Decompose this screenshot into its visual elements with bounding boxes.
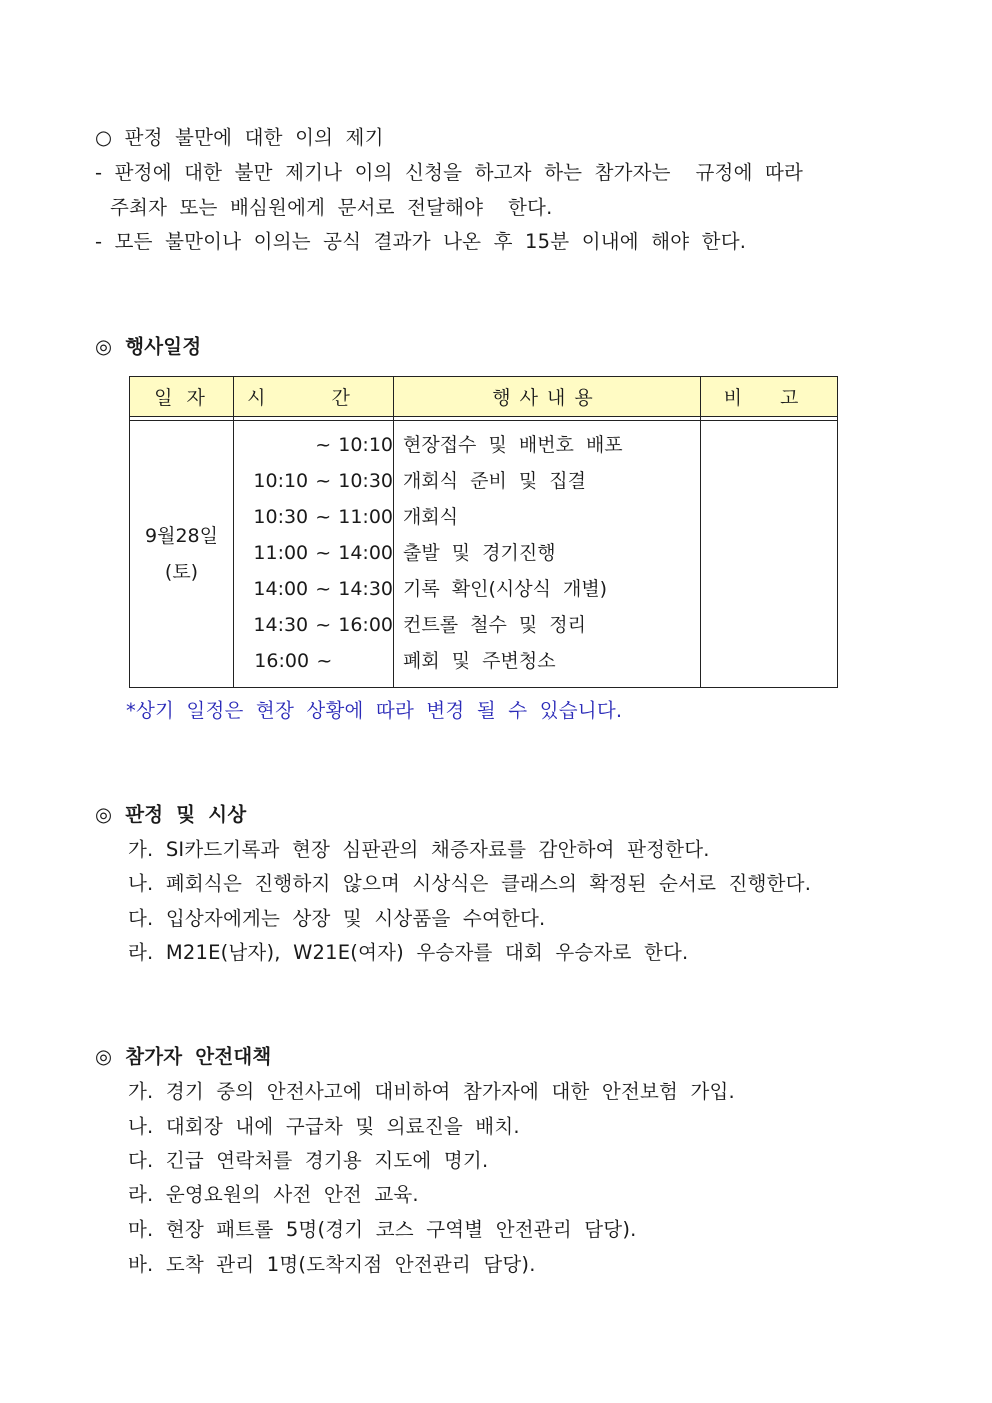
schedule-day: (토) bbox=[164, 561, 199, 583]
content-row: 개회식 bbox=[403, 506, 459, 528]
judging-heading: ◎ 판정 및 시상 bbox=[95, 803, 247, 826]
content-row: 출발 및 경기진행 bbox=[403, 542, 556, 564]
content-row: 폐회 및 주변청소 bbox=[403, 650, 556, 672]
judging-item: 다. 입상자에게는 상장 및 시상품을 수여한다. bbox=[128, 907, 546, 930]
safety-item: 마. 현장 패트롤 5명(경기 코스 구역별 안전관리 담당). bbox=[128, 1218, 637, 1241]
schedule-header-row bbox=[130, 377, 838, 417]
objection-line-3: - 모든 불만이나 이의는 공식 결과가 나온 후 15분 이내에 해야 한다. bbox=[95, 230, 747, 253]
header-content: 행사내용 bbox=[394, 377, 701, 417]
date-cell bbox=[130, 421, 234, 688]
content-row: 현장접수 및 배번호 배포 bbox=[403, 434, 623, 456]
schedule-date: 9월28일 bbox=[145, 525, 218, 547]
safety-item: 라. 운영요원의 사전 안전 교육. bbox=[128, 1183, 419, 1206]
judging-item: 라. M21E(남자), W21E(여자) 우승자를 대회 우승자로 한다. bbox=[128, 941, 689, 964]
content-row: 기록 확인(시상식 개별) bbox=[403, 578, 608, 600]
judging-item: 나. 폐회식은 진행하지 않으며 시상식은 클래스의 확정된 순서로 진행한다. bbox=[128, 872, 812, 895]
safety-item: 나. 대회장 내에 구급차 및 의료진을 배치. bbox=[128, 1115, 520, 1138]
safety-item: 가. 경기 중의 안전사고에 대비하여 참가자에 대한 안전보험 가입. bbox=[128, 1080, 735, 1103]
header-remarks: 비 고 bbox=[701, 377, 838, 417]
objection-line-2: 주최자 또는 배심원에게 문서로 전달해야 한다. bbox=[110, 196, 553, 219]
objection-line-1: - 판정에 대한 불만 제기나 이의 신청을 하고자 하는 참가자는 규정에 따라 bbox=[95, 161, 804, 184]
time-cell bbox=[234, 421, 394, 688]
objection-heading: ○ 판정 불만에 대한 이의 제기 bbox=[95, 126, 384, 149]
time-row: 14:00 ~ 14:30 bbox=[253, 578, 393, 600]
content-row: 컨트롤 철수 및 정리 bbox=[403, 614, 586, 636]
schedule-table bbox=[129, 376, 838, 688]
safety-item: 다. 긴급 연락처를 경기용 지도에 명기. bbox=[128, 1149, 489, 1172]
time-row: 11:00 ~ 14:00 bbox=[253, 542, 393, 564]
time-row: ~ 10:10 bbox=[315, 434, 393, 456]
content-row: 개회식 준비 및 집결 bbox=[403, 470, 586, 492]
content-cell bbox=[394, 421, 701, 688]
remarks-cell bbox=[701, 421, 838, 688]
schedule-note: *상기 일정은 현장 상황에 따라 변경 될 수 있습니다. bbox=[126, 699, 623, 722]
header-time: 시 간 bbox=[234, 377, 394, 417]
safety-heading: ◎ 참가자 안전대책 bbox=[95, 1045, 272, 1068]
time-row: 14:30 ~ 16:00 bbox=[253, 614, 393, 636]
judging-item: 가. SI카드기록과 현장 심판관의 채증자료를 감안하여 판정한다. bbox=[128, 838, 710, 861]
safety-item: 바. 도착 관리 1명(도착지점 안전관리 담당). bbox=[128, 1253, 536, 1276]
schedule-heading: ◎ 행사일정 bbox=[95, 335, 202, 358]
time-row: 10:30 ~ 11:00 bbox=[253, 506, 393, 528]
schedule-body-row bbox=[130, 421, 838, 688]
time-row: 10:10 ~ 10:30 bbox=[253, 470, 393, 492]
header-date: 일 자 bbox=[130, 377, 234, 417]
time-row: 16:00 ~ bbox=[254, 650, 333, 672]
